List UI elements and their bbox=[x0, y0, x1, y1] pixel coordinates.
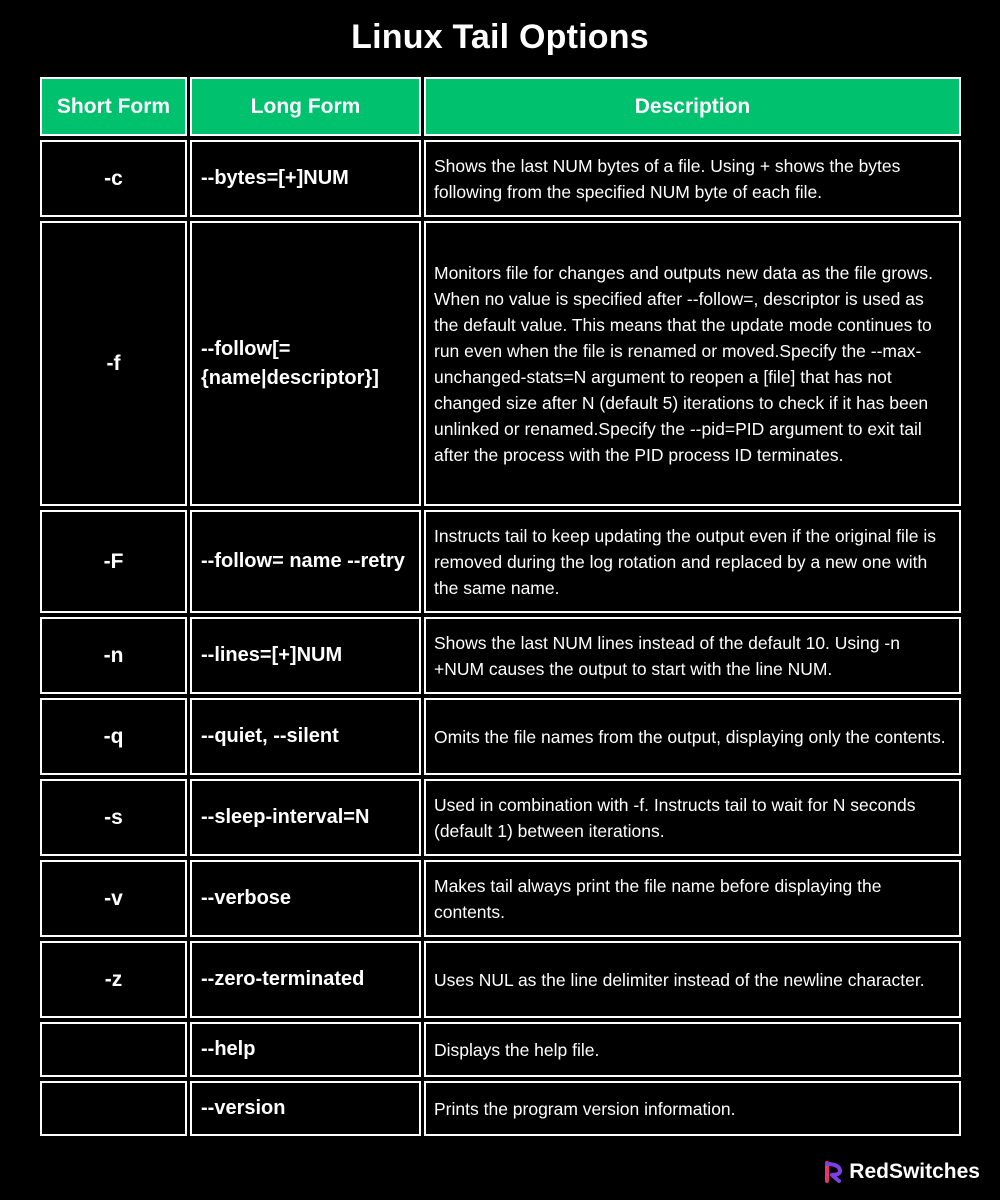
description-cell: Uses NUL as the line delimiter instead of the newline character. bbox=[424, 941, 961, 1018]
short-form-cell: -v bbox=[40, 860, 187, 937]
long-form-cell: --follow[={name|descriptor}] bbox=[190, 221, 421, 506]
long-form-cell: --follow= name --retry bbox=[190, 510, 421, 613]
description-cell: Used in combination with -f. Instructs tail to wait for N seconds (default 1) between iterations. bbox=[424, 779, 961, 856]
short-form-cell: -c bbox=[40, 140, 187, 217]
page-title: Linux Tail Options bbox=[351, 18, 649, 56]
long-form-cell: --lines=[+]NUM bbox=[190, 617, 421, 694]
header-description: Description bbox=[424, 77, 961, 136]
description-cell: Displays the help file. bbox=[424, 1022, 961, 1077]
tail-options-table bbox=[40, 77, 961, 1136]
long-form-cell: --version bbox=[190, 1081, 421, 1136]
description-cell: Prints the program version information. bbox=[424, 1081, 961, 1136]
short-form-cell: -F bbox=[40, 510, 187, 613]
long-form-cell: --quiet, --silent bbox=[190, 698, 421, 775]
long-form-cell: --help bbox=[190, 1022, 421, 1077]
header-short-form: Short Form bbox=[40, 77, 187, 136]
brand-logo bbox=[824, 1160, 980, 1184]
long-form-cell: --verbose bbox=[190, 860, 421, 937]
brand-name: RedSwitches bbox=[849, 1160, 980, 1183]
long-form-cell: --bytes=[+]NUM bbox=[190, 140, 421, 217]
description-cell: Instructs tail to keep updating the output even if the original file is removed during the log rotation and replaced by a new one with the same name. bbox=[424, 510, 961, 613]
description-cell: Omits the file names from the output, displaying only the contents. bbox=[424, 698, 961, 775]
description-cell: Shows the last NUM bytes of a file. Using + shows the bytes following from the specified NUM byte of each file. bbox=[424, 140, 961, 217]
short-form-cell: -q bbox=[40, 698, 187, 775]
description-cell: Monitors file for changes and outputs new data as the file grows. When no value is specified after --follow=, descriptor is used as the default value. This means that the update mode continues to run even when the file is renamed or moved.Specify the --max-unchanged-stats=N argument to reopen a [file] that has not changed size after N (default 5) iterations to check if it has been unlinked or renamed.Specify the --pid=PID argument to exit tail after the process with the PID process ID terminates. bbox=[424, 221, 961, 506]
description-cell: Makes tail always print the file name before displaying the contents. bbox=[424, 860, 961, 937]
description-cell: Shows the last NUM lines instead of the default 10. Using -n +NUM causes the output to start with the line NUM. bbox=[424, 617, 961, 694]
short-form-cell: -z bbox=[40, 941, 187, 1018]
short-form-cell bbox=[40, 1081, 187, 1136]
long-form-cell: --sleep-interval=N bbox=[190, 779, 421, 856]
short-form-cell: -s bbox=[40, 779, 187, 856]
short-form-cell: -f bbox=[40, 221, 187, 506]
short-form-cell: -n bbox=[40, 617, 187, 694]
long-form-cell: --zero-terminated bbox=[190, 941, 421, 1018]
short-form-cell bbox=[40, 1022, 187, 1077]
header-long-form: Long Form bbox=[190, 77, 421, 136]
redswitches-logo-icon bbox=[824, 1161, 844, 1183]
